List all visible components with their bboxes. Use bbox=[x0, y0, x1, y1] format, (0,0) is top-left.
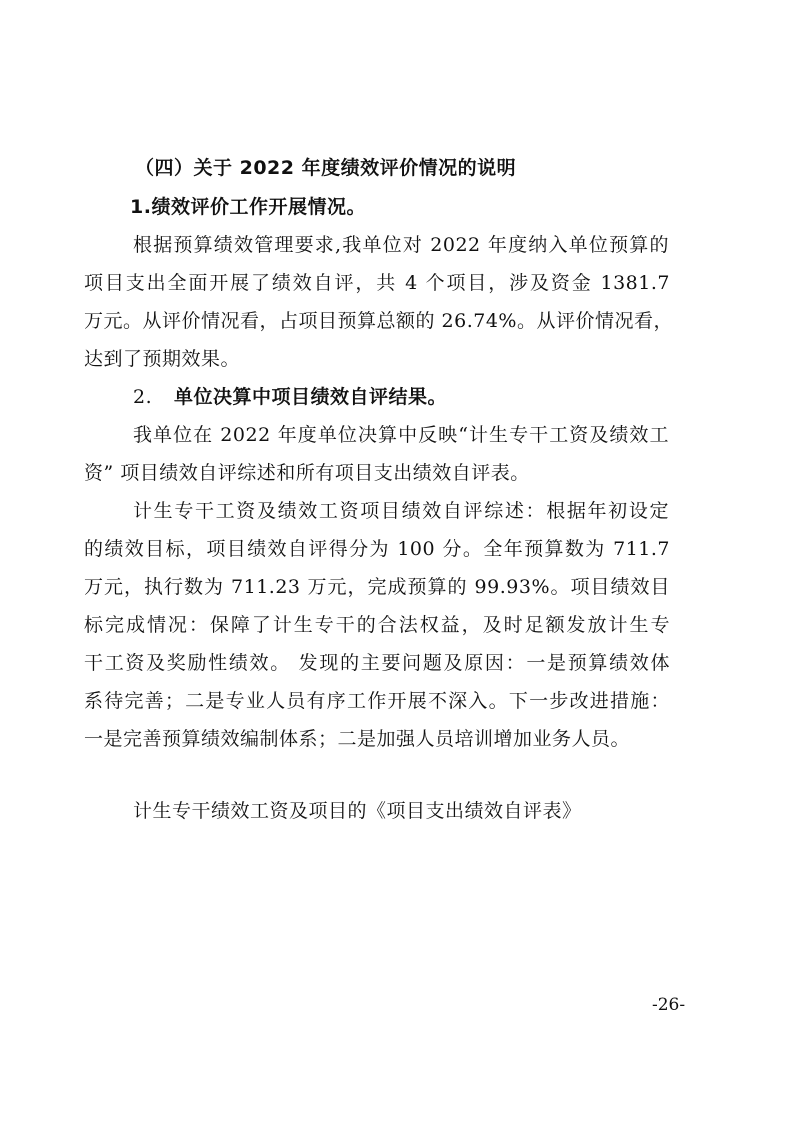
item2-para1-line-1: 我单位在 2022 年度单位决算中反映“计生专干工资及绩效工 bbox=[133, 424, 669, 446]
attachment-note: 计生专干绩效工资及项目的《项目支出绩效自评表》 bbox=[133, 800, 582, 822]
item2-para2-line-3: 万元，执行数为 711.23 万元，完成预算的 99.93%。项目绩效目 bbox=[84, 576, 670, 598]
item1-line-1: 根据预算绩效管理要求,我单位对 2022 年度纳入单位预算的 bbox=[133, 234, 669, 256]
item2-para2-line-4: 标完成情况：保障了计生专干的合法权益，及时足额发放计生专 bbox=[84, 614, 670, 636]
item1-line-4: 达到了预期效果。 bbox=[84, 348, 241, 370]
item2-number: 2. bbox=[133, 386, 153, 408]
item2-para2-line-1: 计生专干工资及绩效工资项目绩效自评综述：根据年初设定 bbox=[133, 500, 669, 522]
item1-line-2: 项目支出全面开展了绩效自评，共 4 个项目，涉及资金 1381.7 bbox=[84, 272, 670, 294]
page-number: -26- bbox=[652, 995, 686, 1015]
item2-title: 单位决算中项目绩效自评结果。 bbox=[174, 386, 448, 408]
item2-para2-line-5: 干工资及奖励性绩效。 发现的主要问题及原因：一是预算绩效体 bbox=[84, 652, 670, 674]
item2-para1-line-2: 资” 项目绩效自评综述和所有项目支出绩效自评表。 bbox=[84, 462, 530, 484]
item2-para2-line-2: 的绩效目标，项目绩效自评得分为 100 分。全年预算数为 711.7 bbox=[84, 538, 670, 560]
item1-line-3: 万元。从评价情况看，占项目预算总额的 26.74%。从评价情况看， bbox=[84, 310, 673, 332]
item2-para2-line-7: 一是完善预算绩效编制体系；二是加强人员培训增加业务人员。 bbox=[84, 728, 631, 750]
item2-para2-line-6: 系待完善；二是专业人员有序工作开展不深入。下一步改进措施： bbox=[84, 690, 670, 712]
item1-title: 1.绩效评价工作开展情况。 bbox=[130, 196, 366, 218]
section-heading: （四）关于 2022 年度绩效评价情况的说明 bbox=[135, 157, 517, 179]
